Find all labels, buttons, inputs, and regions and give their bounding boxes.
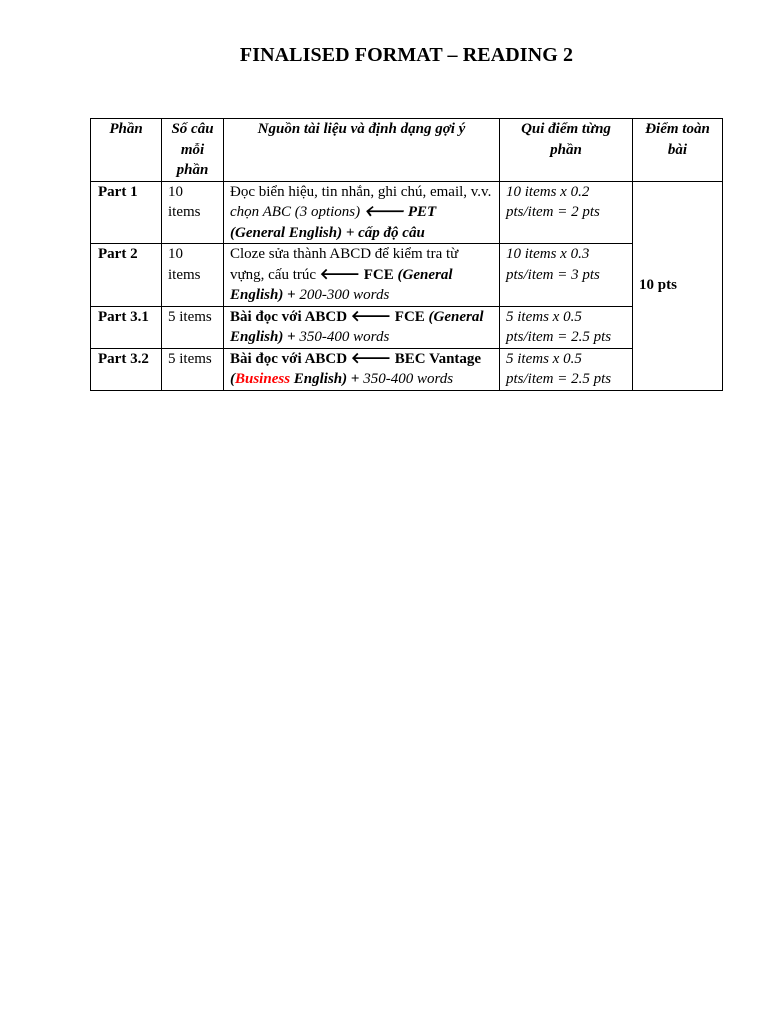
header-count: Số câu mỗi phần (162, 119, 224, 182)
header-points: Qui điểm từng phần (500, 119, 633, 182)
source-text: (General English) (230, 308, 484, 345)
source-text: Bài đọc với ABCD 🡐 BEC Vantage (230, 350, 482, 367)
points-cell: 5 items x 0.5 pts/item = 2.5 pts (500, 348, 633, 390)
header-source: Nguồn tài liệu và định dạng gợi ý (224, 119, 500, 182)
source-text: 🡐 FCE (319, 266, 398, 283)
count-cell: 10 items (162, 244, 224, 307)
points-cell: 5 items x 0.5 pts/item = 2.5 pts (500, 306, 633, 348)
source-text: chọn ABC (3 options) (230, 204, 364, 220)
part-cell: Part 3.2 (91, 348, 162, 390)
source-cell (224, 181, 500, 244)
part-cell: Part 3.1 (91, 306, 162, 348)
count-cell: 5 items (162, 306, 224, 348)
source-text: (General English) (230, 266, 453, 303)
table-header-row (91, 119, 723, 182)
source-text: 350-400 words (299, 329, 390, 345)
table-row (91, 181, 723, 244)
business-highlight: Business (235, 371, 291, 387)
source-text: + (283, 287, 300, 303)
points-cell: 10 items x 0.3 pts/item = 3 pts (500, 244, 633, 307)
part-cell: Part 2 (91, 244, 162, 307)
source-text: Đọc biển hiệu, tin nhắn, ghi chú, email, v.v. (230, 183, 492, 200)
source-text: 350-400 words (363, 371, 454, 387)
source-text: 200-300 words (299, 287, 390, 303)
points-cell: 10 items x 0.2 pts/item = 2 pts (500, 181, 633, 244)
count-cell: 10 items (162, 181, 224, 244)
header-total: Điểm toàn bài (633, 119, 723, 182)
source-cell (224, 348, 500, 390)
table-row (91, 244, 723, 307)
source-cell (224, 244, 500, 307)
format-table (90, 118, 723, 391)
source-text: + (283, 329, 300, 345)
source-text: English) (290, 371, 348, 387)
count-cell: 5 items (162, 348, 224, 390)
source-text: ( (230, 371, 235, 387)
table-row (91, 306, 723, 348)
part-cell: Part 1 (91, 181, 162, 244)
total-points-cell: 10 pts (633, 181, 723, 390)
source-text: + (347, 371, 364, 387)
document-title: FINALISED FORMAT – READING 2 (239, 44, 574, 66)
source-cell (224, 306, 500, 348)
table-row (91, 348, 723, 390)
source-text: Cloze sửa thành ABCD để kiểm tra từ vựng, cấu trúc (230, 246, 459, 283)
source-text: 🡐 PET (General English) + cấp độ câu (230, 204, 437, 241)
source-text: Bài đọc với ABCD 🡐 FCE (230, 308, 429, 325)
header-part: Phần (91, 119, 162, 182)
